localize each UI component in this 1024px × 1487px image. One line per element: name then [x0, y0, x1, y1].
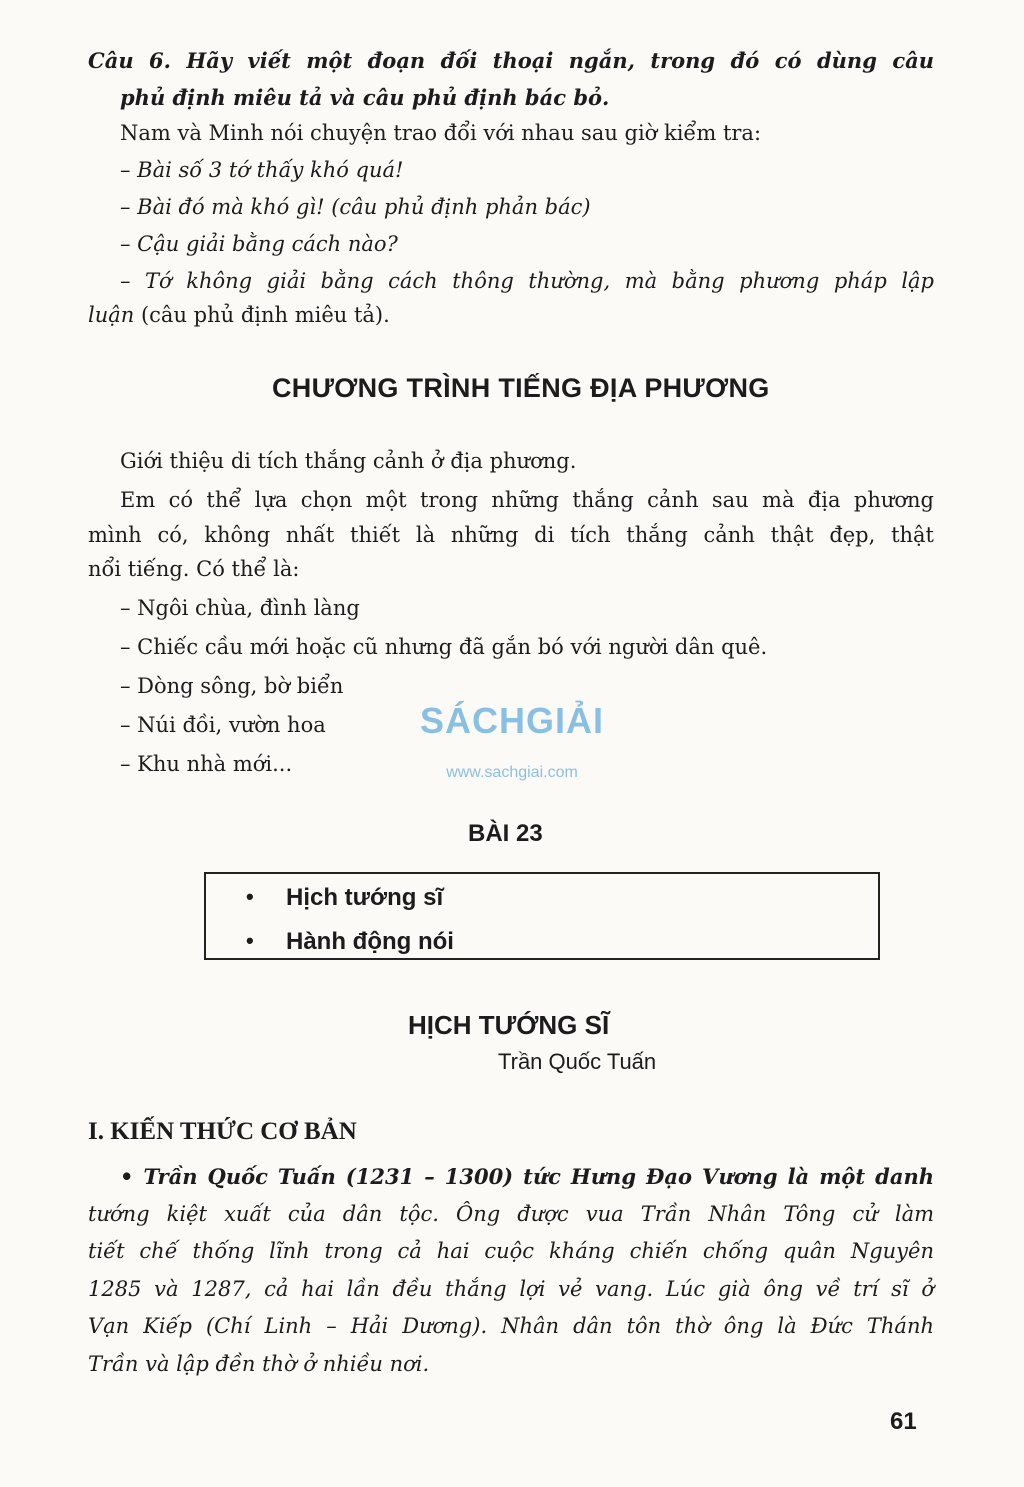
- section1-line-4: 1285 và 1287, cả hai lần đều thắng lợi vẻ vang. Lúc già ông về trí sĩ ở: [88, 1277, 934, 1301]
- dialogue-line-5-rest: (câu phủ định miêu tả).: [134, 303, 390, 327]
- dialogue-line-1: – Bài số 3 tớ thấy khó quá!: [120, 158, 404, 182]
- list-item: – Dòng sông, bờ biển: [120, 674, 344, 698]
- section1-line-5: Vạn Kiếp (Chí Linh – Hải Dương). Nhân dân tôn thờ ông là Đức Thánh: [88, 1314, 934, 1338]
- local-program-para-line2: mình có, không nhất thiết là những di tích thắng cảnh thật đẹp, thật: [88, 523, 934, 547]
- local-program-heading: CHƯƠNG TRÌNH TIẾNG ĐỊA PHƯƠNG: [272, 373, 770, 403]
- list-item: – Núi đồi, vườn hoa: [120, 713, 326, 737]
- lesson-topic-label: Hành động nói: [286, 928, 454, 955]
- question6-title-line1: Câu 6. Hãy viết một đoạn đối thoại ngắn, trong đó có dùng câu: [88, 48, 934, 73]
- page-number: 61: [890, 1408, 917, 1435]
- dialogue-line-5: [88, 297, 390, 334]
- bullet-icon: •: [246, 928, 254, 953]
- bullet-icon: •: [246, 884, 254, 909]
- lesson-heading: BÀI 23: [468, 820, 543, 847]
- lesson-topic-2: [246, 928, 454, 956]
- lesson-topic-1: [246, 884, 444, 912]
- text-author: Trần Quốc Tuấn: [498, 1049, 657, 1074]
- dialogue-line-3: – Cậu giải bằng cách nào?: [120, 232, 398, 256]
- dialogue-line-2: – Bài đó mà khó gì! (câu phủ định phản bác): [120, 195, 591, 219]
- question6-title-line2: phủ định miêu tả và câu phủ định bác bỏ.: [120, 85, 610, 110]
- question6-intro: Nam và Minh nói chuyện trao đổi với nhau sau giờ kiểm tra:: [120, 121, 762, 145]
- local-program-para-line3: nổi tiếng. Có thể là:: [88, 557, 300, 581]
- list-item: – Chiếc cầu mới hoặc cũ nhưng đã gắn bó với người dân quê.: [120, 635, 768, 659]
- local-program-para-line1: Em có thể lựa chọn một trong những thắng cảnh sau mà địa phương: [120, 488, 934, 512]
- lesson-topics-box: [204, 872, 880, 960]
- section1-line-2: tướng kiệt xuất của dân tộc. Ông được vua Trần Nhân Tông cử làm: [88, 1202, 934, 1226]
- text-title: HỊCH TƯỚNG SĨ: [408, 1010, 610, 1040]
- section1-line-1-text: • Trần Quốc Tuấn (1231 – 1300) tức Hưng Đạo Vương là một danh: [120, 1164, 934, 1189]
- dialogue-line-4: – Tớ không giải bằng cách thông thường, mà bằng phương pháp lập: [120, 269, 934, 293]
- lesson-topic-label: Hịch tướng sĩ: [286, 884, 444, 911]
- section1-line-6: Trần và lập đền thờ ở nhiều nơi.: [88, 1352, 430, 1376]
- watermark-url: www.sachgiai.com: [446, 764, 578, 781]
- local-program-intro: Giới thiệu di tích thắng cảnh ở địa phương.: [120, 449, 577, 473]
- watermark-logo: SÁCHGIẢI: [419, 700, 604, 741]
- section1-heading: I. KIẾN THỨC CƠ BẢN: [88, 1118, 357, 1145]
- section1-line-1: [120, 1158, 934, 1196]
- dialogue-line-5-italic: luận: [88, 303, 135, 327]
- list-item: – Khu nhà mới...: [120, 752, 293, 776]
- watermark: [412, 694, 612, 784]
- list-item: – Ngôi chùa, đình làng: [120, 596, 360, 620]
- section1-line-3: tiết chế thống lĩnh trong cả hai cuộc kháng chiến chống quân Nguyên: [88, 1239, 934, 1263]
